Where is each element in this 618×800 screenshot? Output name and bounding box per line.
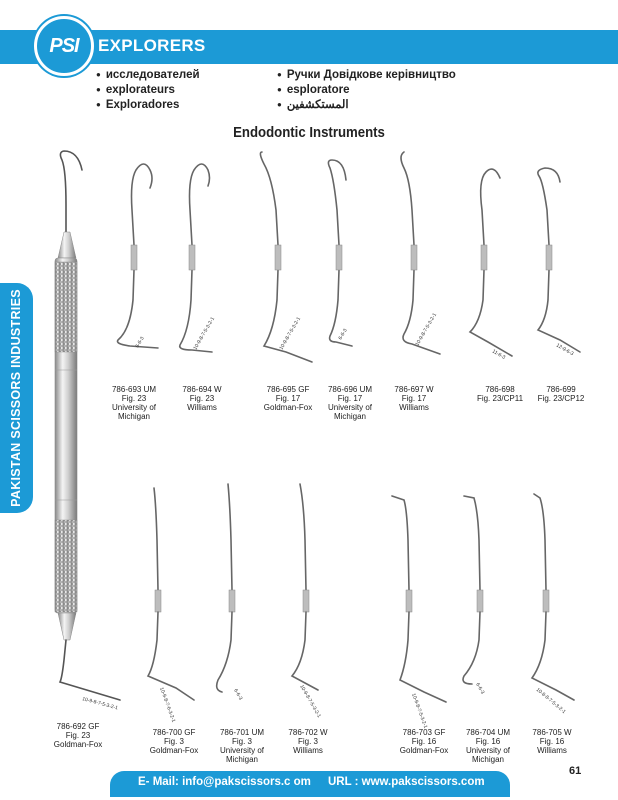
instrument-caption <box>182 385 221 412</box>
tip-marking-text: 10-9-8-7-5-3-2-1 <box>192 316 217 351</box>
instrument-fig: Fig. 3 <box>297 737 319 746</box>
instrument-caption <box>394 385 433 412</box>
language-item: ● исследователей <box>96 68 200 83</box>
instrument-code: 786-702 W <box>288 728 328 737</box>
instrument-fig: Fig. 23 <box>121 394 147 403</box>
instrument-code: 786-699 <box>546 385 576 394</box>
instrument-name: Goldman-Fox <box>263 403 313 412</box>
instrument-code: 786-703 GF <box>402 728 446 737</box>
instrument-code: 786-696 UM <box>327 385 373 394</box>
instrument-fig: Fig. 23 <box>189 394 215 403</box>
instrument-name: Williams <box>293 746 323 755</box>
tip-marking-text: 6-6-3 <box>337 327 349 341</box>
page-subtitle: Endodontic Instruments <box>233 124 385 141</box>
logo-text: PSI <box>49 34 79 57</box>
instrument-name: Goldman-Fox <box>399 746 449 755</box>
language-item: ● المستكشفين <box>277 98 456 113</box>
instrument-code: 786-698 <box>485 385 515 394</box>
instrument-caption <box>288 728 327 755</box>
instrument-name: Williams <box>399 403 429 412</box>
instrument-code: 786-695 GF <box>266 385 310 394</box>
instrument-fig: Fig. 16 <box>475 737 501 746</box>
tip-marking-text: 6-6-3 <box>232 688 244 702</box>
instrument-caption <box>54 722 102 749</box>
instrument-caption <box>538 385 585 403</box>
side-banner-text: PAKISTAN SCISSORS INDUSTRIES <box>9 289 23 507</box>
language-item: ● Exploradores <box>96 98 200 113</box>
instrument-caption <box>112 385 156 421</box>
tip-marking-text: 6-6-3 <box>474 682 486 696</box>
instrument-code: 786-705 W <box>532 728 572 737</box>
instrument-name: University of <box>219 746 264 755</box>
tip-marking-text: 10-9-8-7-5-3-2-1 <box>414 312 439 347</box>
language-item: ● Ручки Довідкове керівництво <box>277 68 456 83</box>
instrument-caption <box>400 728 448 755</box>
instrument-name-2: Michigan <box>471 755 504 764</box>
instrument-name: University of <box>327 403 372 412</box>
language-item: ● esploratore <box>277 83 456 98</box>
instrument-code: 786-697 W <box>394 385 434 394</box>
instrument-fig: Fig. 23/CP11 <box>476 394 524 403</box>
instrument-fig: Fig. 16 <box>539 737 565 746</box>
footer-url[interactable]: URL : www.pakscissors.com <box>328 776 485 788</box>
tip-marking-text: 11-6-3 <box>491 348 507 361</box>
instrument-code: 786-700 GF <box>152 728 196 737</box>
instrument-fig: Fig. 16 <box>411 737 437 746</box>
instrument-caption <box>150 728 198 755</box>
tip-marking-text: 10-9-8-7-6-3-2-1 <box>158 686 177 724</box>
instrument-fig: Fig. 23 <box>65 731 91 740</box>
instrument-name-2: Michigan <box>117 412 150 421</box>
language-item: ● explorateurs <box>96 83 200 98</box>
instrument-fig: Fig. 17 <box>401 394 427 403</box>
page-number: 61 <box>569 765 582 777</box>
footer-email[interactable]: E- Mail: info@pakscissors.c om <box>138 776 311 788</box>
instrument-code: 786-701 UM <box>219 728 265 737</box>
instrument-caption <box>264 385 312 412</box>
tip-marking-text: 10-9-8-7-5-3-2-1 <box>278 316 303 351</box>
instrument-caption <box>477 385 523 403</box>
instrument-name: University of <box>465 746 510 755</box>
instrument-name: Williams <box>537 746 567 755</box>
instrument-code: 786-692 GF <box>56 722 100 731</box>
instrument-caption <box>328 385 372 421</box>
tip-marking-text: 10-9-8-7-5-3-2-1 <box>410 692 429 730</box>
instrument-name: Goldman-Fox <box>149 746 199 755</box>
tip-marking-text: 12-9-6-3 <box>555 342 575 358</box>
instrument-fig: Fig. 3 <box>231 737 252 746</box>
instrument-name: Williams <box>187 403 217 412</box>
tip-marking-text: 10-9-8-7-5-3-2-1 <box>298 684 322 719</box>
section-title: EXPLORERS <box>98 36 206 55</box>
instrument-fig: Fig. 17 <box>337 394 363 403</box>
instrument-name: Goldman-Fox <box>53 740 103 749</box>
instrument-fig: Fig. 23/CP12 <box>537 394 585 403</box>
svg-text:10-9-8-7-5-3-2-1: 10-9-8-7-5-3-2-1 <box>81 696 119 712</box>
instrument-code: 786-693 UM <box>111 385 157 394</box>
instrument-code: 786-704 UM <box>465 728 511 737</box>
instrument-code: 786-694 W <box>182 385 222 394</box>
instrument-fig: Fig. 17 <box>275 394 301 403</box>
instrument-name: University of <box>111 403 156 412</box>
instrument-caption <box>466 728 510 764</box>
instrument-caption <box>532 728 571 755</box>
tip-marking-text: 10-8-8-7-5-3-2-1 <box>534 686 567 716</box>
instrument-fig: Fig. 3 <box>163 737 184 746</box>
tip-marking-text: 6-6-3 <box>134 335 146 349</box>
instrument-name-2: Michigan <box>333 412 366 421</box>
instrument-caption <box>220 728 264 764</box>
instrument-name-2: Michigan <box>225 755 258 764</box>
